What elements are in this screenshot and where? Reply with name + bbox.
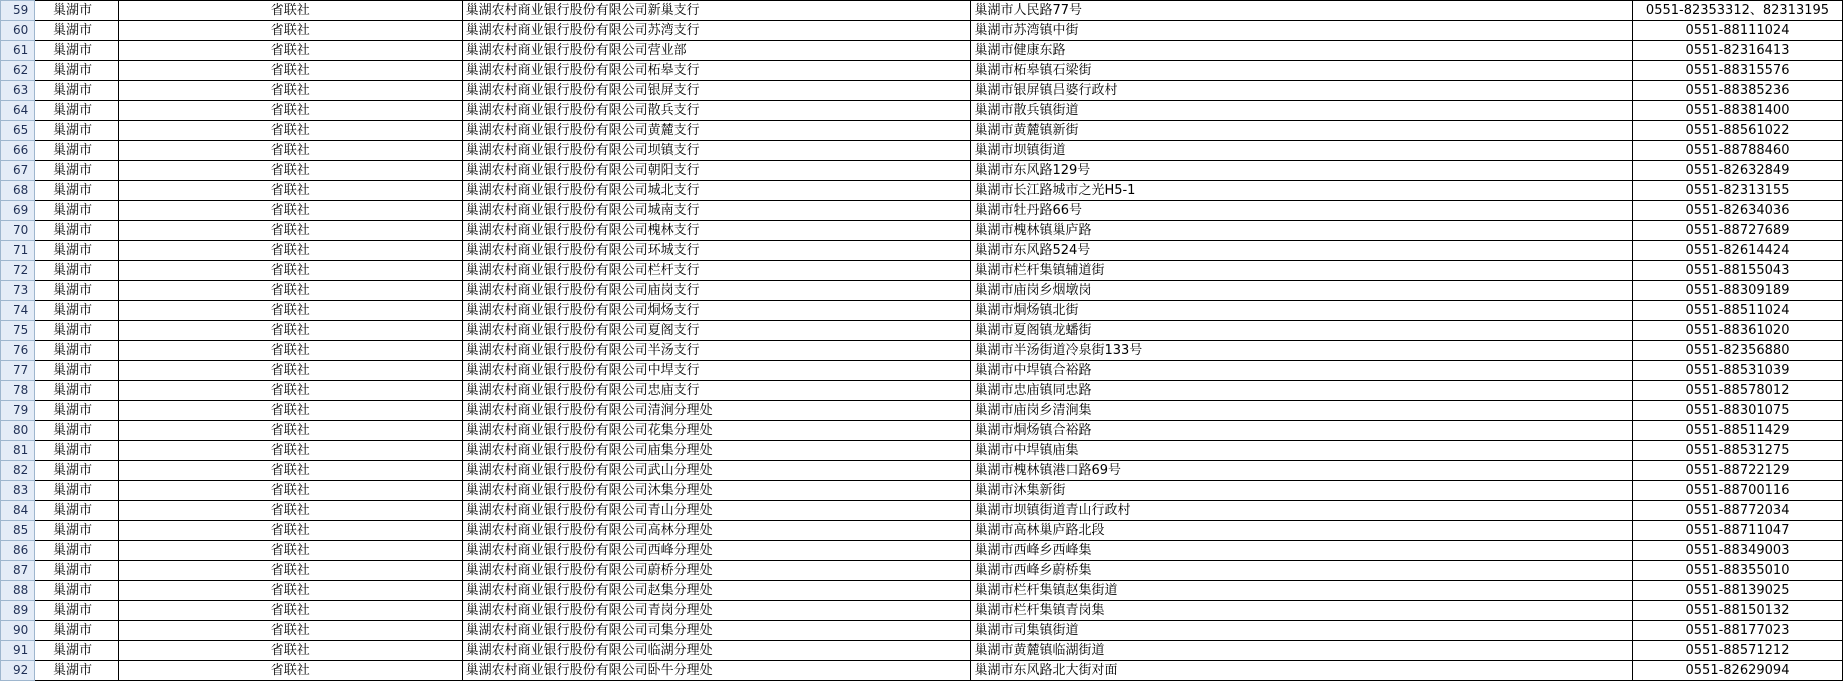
cell-phone[interactable]: 0551-88531039: [1632, 361, 1842, 381]
cell-address[interactable]: 巢湖市西峰乡西峰集: [971, 541, 1633, 561]
table-row: [1, 481, 1843, 501]
cell-phone[interactable]: 0551-88355010: [1632, 561, 1842, 581]
cell-city[interactable]: 巢湖市: [34, 361, 118, 381]
cell-type[interactable]: 省联社: [118, 81, 462, 101]
cell-branch-name[interactable]: 巢湖农村商业银行股份有限公司武山分理处: [462, 461, 971, 481]
cell-phone[interactable]: 0551-82353312、82313195: [1632, 1, 1842, 21]
cell-city[interactable]: 巢湖市: [34, 581, 118, 601]
cell-phone[interactable]: 0551-88711047: [1632, 521, 1842, 541]
table-row: [1, 421, 1843, 441]
table-row: [1, 601, 1843, 621]
cell-type[interactable]: 省联社: [118, 241, 462, 261]
cell-city[interactable]: 巢湖市: [34, 141, 118, 161]
cell-address[interactable]: 巢湖市坝镇街道青山行政村: [971, 501, 1633, 521]
cell-phone[interactable]: 0551-88111024: [1632, 21, 1842, 41]
row-header[interactable]: 78: [1, 381, 35, 401]
cell-phone[interactable]: 0551-88772034: [1632, 501, 1842, 521]
cell-city[interactable]: 巢湖市: [34, 501, 118, 521]
cell-branch-name[interactable]: 巢湖农村商业银行股份有限公司西峰分理处: [462, 541, 971, 561]
row-header[interactable]: 71: [1, 241, 35, 261]
cell-phone[interactable]: 0551-88150132: [1632, 601, 1842, 621]
row-header[interactable]: 74: [1, 301, 35, 321]
cell-phone[interactable]: 0551-88301075: [1632, 401, 1842, 421]
cell-branch-name[interactable]: 巢湖农村商业银行股份有限公司花集分理处: [462, 421, 971, 441]
cell-phone[interactable]: 0551-88139025: [1632, 581, 1842, 601]
cell-address[interactable]: 巢湖市东风路524号: [971, 241, 1633, 261]
cell-branch-name[interactable]: 巢湖农村商业银行股份有限公司坝镇支行: [462, 141, 971, 161]
cell-phone[interactable]: 0551-88511024: [1632, 301, 1842, 321]
row-header[interactable]: 65: [1, 121, 35, 141]
cell-phone[interactable]: 0551-88309189: [1632, 281, 1842, 301]
table-row: [1, 641, 1843, 661]
row-header[interactable]: 83: [1, 481, 35, 501]
cell-city[interactable]: 巢湖市: [34, 481, 118, 501]
cell-city[interactable]: 巢湖市: [34, 541, 118, 561]
cell-type[interactable]: 省联社: [118, 201, 462, 221]
table-row: [1, 201, 1843, 221]
row-header[interactable]: 66: [1, 141, 35, 161]
cell-address[interactable]: 巢湖市夏阁镇龙蟠街: [971, 321, 1633, 341]
cell-branch-name[interactable]: 巢湖农村商业银行股份有限公司城北支行: [462, 181, 971, 201]
cell-branch-name[interactable]: 巢湖农村商业银行股份有限公司青岗分理处: [462, 601, 971, 621]
row-header[interactable]: 73: [1, 281, 35, 301]
table-row: [1, 81, 1843, 101]
row-header[interactable]: 86: [1, 541, 35, 561]
cell-address[interactable]: 巢湖市栏杆集镇赵集街道: [971, 581, 1633, 601]
table-row: [1, 401, 1843, 421]
cell-type[interactable]: 省联社: [118, 321, 462, 341]
row-header[interactable]: 90: [1, 621, 35, 641]
cell-branch-name[interactable]: 巢湖农村商业银行股份有限公司青山分理处: [462, 501, 971, 521]
cell-branch-name[interactable]: 巢湖农村商业银行股份有限公司赵集分理处: [462, 581, 971, 601]
cell-phone[interactable]: 0551-82634036: [1632, 201, 1842, 221]
cell-phone[interactable]: 0551-82629094: [1632, 661, 1842, 681]
table-row: [1, 321, 1843, 341]
cell-address[interactable]: 巢湖市健康东路: [971, 41, 1633, 61]
cell-city[interactable]: 巢湖市: [34, 1, 118, 21]
cell-address[interactable]: 巢湖市槐林镇港口路69号: [971, 461, 1633, 481]
cell-type[interactable]: 省联社: [118, 501, 462, 521]
row-header[interactable]: 85: [1, 521, 35, 541]
cell-address[interactable]: 巢湖市西峰乡蔚桥集: [971, 561, 1633, 581]
row-header[interactable]: 80: [1, 421, 35, 441]
cell-phone[interactable]: 0551-88727689: [1632, 221, 1842, 241]
cell-type[interactable]: 省联社: [118, 141, 462, 161]
cell-branch-name[interactable]: 巢湖农村商业银行股份有限公司朝阳支行: [462, 161, 971, 181]
cell-city[interactable]: 巢湖市: [34, 101, 118, 121]
cell-city[interactable]: 巢湖市: [34, 441, 118, 461]
cell-type[interactable]: 省联社: [118, 381, 462, 401]
cell-address[interactable]: 巢湖市坝镇街道: [971, 141, 1633, 161]
cell-phone[interactable]: 0551-88381400: [1632, 101, 1842, 121]
table-row: [1, 41, 1843, 61]
cell-type[interactable]: 省联社: [118, 301, 462, 321]
cell-phone[interactable]: 0551-88361020: [1632, 321, 1842, 341]
cell-type[interactable]: 省联社: [118, 1, 462, 21]
cell-city[interactable]: 巢湖市: [34, 321, 118, 341]
cell-city[interactable]: 巢湖市: [34, 661, 118, 681]
cell-city[interactable]: 巢湖市: [34, 461, 118, 481]
cell-address[interactable]: 巢湖市庙岗乡清涧集: [971, 401, 1633, 421]
table-row: [1, 501, 1843, 521]
cell-phone[interactable]: 0551-88315576: [1632, 61, 1842, 81]
cell-city[interactable]: 巢湖市: [34, 641, 118, 661]
cell-branch-name[interactable]: 巢湖农村商业银行股份有限公司营业部: [462, 41, 971, 61]
row-header[interactable]: 92: [1, 661, 35, 681]
cell-branch-name[interactable]: 巢湖农村商业银行股份有限公司忠庙支行: [462, 381, 971, 401]
cell-branch-name[interactable]: 巢湖农村商业银行股份有限公司银屏支行: [462, 81, 971, 101]
cell-type[interactable]: 省联社: [118, 461, 462, 481]
cell-city[interactable]: 巢湖市: [34, 41, 118, 61]
cell-address[interactable]: 巢湖市苏湾镇中街: [971, 21, 1633, 41]
cell-phone[interactable]: 0551-88155043: [1632, 261, 1842, 281]
cell-branch-name[interactable]: 巢湖农村商业银行股份有限公司卧牛分理处: [462, 661, 971, 681]
cell-city[interactable]: 巢湖市: [34, 341, 118, 361]
cell-phone[interactable]: 0551-88511429: [1632, 421, 1842, 441]
cell-address[interactable]: 巢湖市人民路77号: [971, 1, 1633, 21]
cell-address[interactable]: 巢湖市半汤街道冷泉街133号: [971, 341, 1633, 361]
cell-city[interactable]: 巢湖市: [34, 201, 118, 221]
cell-branch-name[interactable]: 巢湖农村商业银行股份有限公司庙集分理处: [462, 441, 971, 461]
cell-branch-name[interactable]: 巢湖农村商业银行股份有限公司高林分理处: [462, 521, 971, 541]
cell-type[interactable]: 省联社: [118, 521, 462, 541]
cell-address[interactable]: 巢湖市司集镇街道: [971, 621, 1633, 641]
cell-phone[interactable]: 0551-88578012: [1632, 381, 1842, 401]
cell-address[interactable]: 巢湖市银屏镇吕婆行政村: [971, 81, 1633, 101]
cell-type[interactable]: 省联社: [118, 541, 462, 561]
cell-city[interactable]: 巢湖市: [34, 261, 118, 281]
cell-city[interactable]: 巢湖市: [34, 421, 118, 441]
cell-city[interactable]: 巢湖市: [34, 621, 118, 641]
table-row: [1, 101, 1843, 121]
cell-branch-name[interactable]: 巢湖农村商业银行股份有限公司烔炀支行: [462, 301, 971, 321]
table-row: [1, 301, 1843, 321]
cell-branch-name[interactable]: 巢湖农村商业银行股份有限公司半汤支行: [462, 341, 971, 361]
row-header[interactable]: 72: [1, 261, 35, 281]
cell-phone[interactable]: 0551-82632849: [1632, 161, 1842, 181]
cell-city[interactable]: 巢湖市: [34, 561, 118, 581]
row-header[interactable]: 68: [1, 181, 35, 201]
cell-type[interactable]: 省联社: [118, 161, 462, 181]
table-row: [1, 221, 1843, 241]
cell-city[interactable]: 巢湖市: [34, 221, 118, 241]
cell-address[interactable]: 巢湖市槐林镇巢庐路: [971, 221, 1633, 241]
table-row: [1, 121, 1843, 141]
row-header[interactable]: 91: [1, 641, 35, 661]
row-header[interactable]: 84: [1, 501, 35, 521]
cell-phone[interactable]: 0551-88385236: [1632, 81, 1842, 101]
table-row: [1, 61, 1843, 81]
row-header[interactable]: 69: [1, 201, 35, 221]
cell-branch-name[interactable]: 巢湖农村商业银行股份有限公司中垾支行: [462, 361, 971, 381]
table-row: [1, 1, 1843, 21]
cell-address[interactable]: 巢湖市烔炀镇合裕路: [971, 421, 1633, 441]
cell-branch-name[interactable]: 巢湖农村商业银行股份有限公司苏湾支行: [462, 21, 971, 41]
cell-type[interactable]: 省联社: [118, 661, 462, 681]
table-row: [1, 241, 1843, 261]
cell-branch-name[interactable]: 巢湖农村商业银行股份有限公司蔚桥分理处: [462, 561, 971, 581]
cell-type[interactable]: 省联社: [118, 581, 462, 601]
cell-type[interactable]: 省联社: [118, 281, 462, 301]
row-header[interactable]: 64: [1, 101, 35, 121]
cell-phone[interactable]: 0551-88349003: [1632, 541, 1842, 561]
cell-type[interactable]: 省联社: [118, 401, 462, 421]
cell-branch-name[interactable]: 巢湖农村商业银行股份有限公司夏阁支行: [462, 321, 971, 341]
cell-phone[interactable]: 0551-82356880: [1632, 341, 1842, 361]
cell-address[interactable]: 巢湖市高林巢庐路北段: [971, 521, 1633, 541]
cell-address[interactable]: 巢湖市沐集新街: [971, 481, 1633, 501]
row-header[interactable]: 67: [1, 161, 35, 181]
table-row: [1, 441, 1843, 461]
cell-type[interactable]: 省联社: [118, 101, 462, 121]
cell-city[interactable]: 巢湖市: [34, 161, 118, 181]
cell-city[interactable]: 巢湖市: [34, 521, 118, 541]
spreadsheet-body: [1, 1, 1843, 681]
cell-branch-name[interactable]: 巢湖农村商业银行股份有限公司环城支行: [462, 241, 971, 261]
cell-city[interactable]: 巢湖市: [34, 21, 118, 41]
row-header[interactable]: 61: [1, 41, 35, 61]
cell-address[interactable]: 巢湖市黄麓镇临湖街道: [971, 641, 1633, 661]
cell-branch-name[interactable]: 巢湖农村商业银行股份有限公司临湖分理处: [462, 641, 971, 661]
cell-city[interactable]: 巢湖市: [34, 401, 118, 421]
cell-address[interactable]: 巢湖市牡丹路66号: [971, 201, 1633, 221]
row-header[interactable]: 82: [1, 461, 35, 481]
row-header[interactable]: 81: [1, 441, 35, 461]
cell-city[interactable]: 巢湖市: [34, 281, 118, 301]
table-row: [1, 141, 1843, 161]
cell-city[interactable]: 巢湖市: [34, 181, 118, 201]
table-row: [1, 581, 1843, 601]
row-header[interactable]: 63: [1, 81, 35, 101]
cell-phone[interactable]: 0551-88571212: [1632, 641, 1842, 661]
cell-phone[interactable]: 0551-82313155: [1632, 181, 1842, 201]
cell-branch-name[interactable]: 巢湖农村商业银行股份有限公司栏杆支行: [462, 261, 971, 281]
cell-branch-name[interactable]: 巢湖农村商业银行股份有限公司司集分理处: [462, 621, 971, 641]
cell-address[interactable]: 巢湖市烔炀镇北街: [971, 301, 1633, 321]
cell-type[interactable]: 省联社: [118, 61, 462, 81]
cell-type[interactable]: 省联社: [118, 261, 462, 281]
cell-type[interactable]: 省联社: [118, 121, 462, 141]
cell-city[interactable]: 巢湖市: [34, 81, 118, 101]
table-row: [1, 281, 1843, 301]
row-header[interactable]: 76: [1, 341, 35, 361]
table-row: [1, 541, 1843, 561]
cell-address[interactable]: 巢湖市长江路城市之光H5-1: [971, 181, 1633, 201]
table-row: [1, 381, 1843, 401]
row-header[interactable]: 75: [1, 321, 35, 341]
table-row: [1, 261, 1843, 281]
cell-type[interactable]: 省联社: [118, 221, 462, 241]
cell-address[interactable]: 巢湖市栏杆集镇青岗集: [971, 601, 1633, 621]
table-row: [1, 561, 1843, 581]
table-row: [1, 361, 1843, 381]
cell-address[interactable]: 巢湖市庙岗乡烟墩岗: [971, 281, 1633, 301]
table-row: [1, 21, 1843, 41]
cell-city[interactable]: 巢湖市: [34, 381, 118, 401]
cell-phone[interactable]: 0551-82316413: [1632, 41, 1842, 61]
cell-phone[interactable]: 0551-88722129: [1632, 461, 1842, 481]
table-row: [1, 621, 1843, 641]
cell-type[interactable]: 省联社: [118, 601, 462, 621]
cell-phone[interactable]: 0551-88788460: [1632, 141, 1842, 161]
row-header[interactable]: 60: [1, 21, 35, 41]
row-header[interactable]: 89: [1, 601, 35, 621]
cell-phone[interactable]: 0551-88531275: [1632, 441, 1842, 461]
cell-type[interactable]: 省联社: [118, 641, 462, 661]
cell-branch-name[interactable]: 巢湖农村商业银行股份有限公司庙岗支行: [462, 281, 971, 301]
cell-address[interactable]: 巢湖市栏杆集镇辅道街: [971, 261, 1633, 281]
cell-phone[interactable]: 0551-82614424: [1632, 241, 1842, 261]
cell-branch-name[interactable]: 巢湖农村商业银行股份有限公司槐林支行: [462, 221, 971, 241]
table-row: [1, 161, 1843, 181]
cell-address[interactable]: 巢湖市忠庙镇同忠路: [971, 381, 1633, 401]
cell-type[interactable]: 省联社: [118, 481, 462, 501]
row-header[interactable]: 88: [1, 581, 35, 601]
cell-type[interactable]: 省联社: [118, 561, 462, 581]
cell-branch-name[interactable]: 巢湖农村商业银行股份有限公司沐集分理处: [462, 481, 971, 501]
cell-branch-name[interactable]: 巢湖农村商业银行股份有限公司清涧分理处: [462, 401, 971, 421]
cell-branch-name[interactable]: 巢湖农村商业银行股份有限公司城南支行: [462, 201, 971, 221]
cell-city[interactable]: 巢湖市: [34, 241, 118, 261]
cell-address[interactable]: 巢湖市中垾镇合裕路: [971, 361, 1633, 381]
cell-type[interactable]: 省联社: [118, 41, 462, 61]
cell-address[interactable]: 巢湖市东风路北大街对面: [971, 661, 1633, 681]
table-row: [1, 521, 1843, 541]
cell-type[interactable]: 省联社: [118, 21, 462, 41]
cell-type[interactable]: 省联社: [118, 421, 462, 441]
cell-phone[interactable]: 0551-88177023: [1632, 621, 1842, 641]
cell-address[interactable]: 巢湖市柘皋镇石梁街: [971, 61, 1633, 81]
cell-address[interactable]: 巢湖市中垾镇庙集: [971, 441, 1633, 461]
row-header[interactable]: 59: [1, 1, 35, 21]
cell-phone[interactable]: 0551-88561022: [1632, 121, 1842, 141]
table-row: [1, 341, 1843, 361]
cell-type[interactable]: 省联社: [118, 361, 462, 381]
cell-type[interactable]: 省联社: [118, 181, 462, 201]
cell-branch-name[interactable]: 巢湖农村商业银行股份有限公司黄麓支行: [462, 121, 971, 141]
table-row: [1, 181, 1843, 201]
cell-phone[interactable]: 0551-88700116: [1632, 481, 1842, 501]
cell-city[interactable]: 巢湖市: [34, 301, 118, 321]
cell-city[interactable]: 巢湖市: [34, 61, 118, 81]
cell-branch-name[interactable]: 巢湖农村商业银行股份有限公司新巢支行: [462, 1, 971, 21]
cell-type[interactable]: 省联社: [118, 621, 462, 641]
cell-address[interactable]: 巢湖市黄麓镇新街: [971, 121, 1633, 141]
row-header[interactable]: 87: [1, 561, 35, 581]
cell-type[interactable]: 省联社: [118, 341, 462, 361]
cell-city[interactable]: 巢湖市: [34, 121, 118, 141]
cell-city[interactable]: 巢湖市: [34, 601, 118, 621]
row-header[interactable]: 62: [1, 61, 35, 81]
cell-branch-name[interactable]: 巢湖农村商业银行股份有限公司散兵支行: [462, 101, 971, 121]
row-header[interactable]: 70: [1, 221, 35, 241]
cell-type[interactable]: 省联社: [118, 441, 462, 461]
cell-address[interactable]: 巢湖市散兵镇街道: [971, 101, 1633, 121]
table-row: [1, 461, 1843, 481]
row-header[interactable]: 79: [1, 401, 35, 421]
cell-address[interactable]: 巢湖市东风路129号: [971, 161, 1633, 181]
cell-branch-name[interactable]: 巢湖农村商业银行股份有限公司柘皋支行: [462, 61, 971, 81]
row-header[interactable]: 77: [1, 361, 35, 381]
